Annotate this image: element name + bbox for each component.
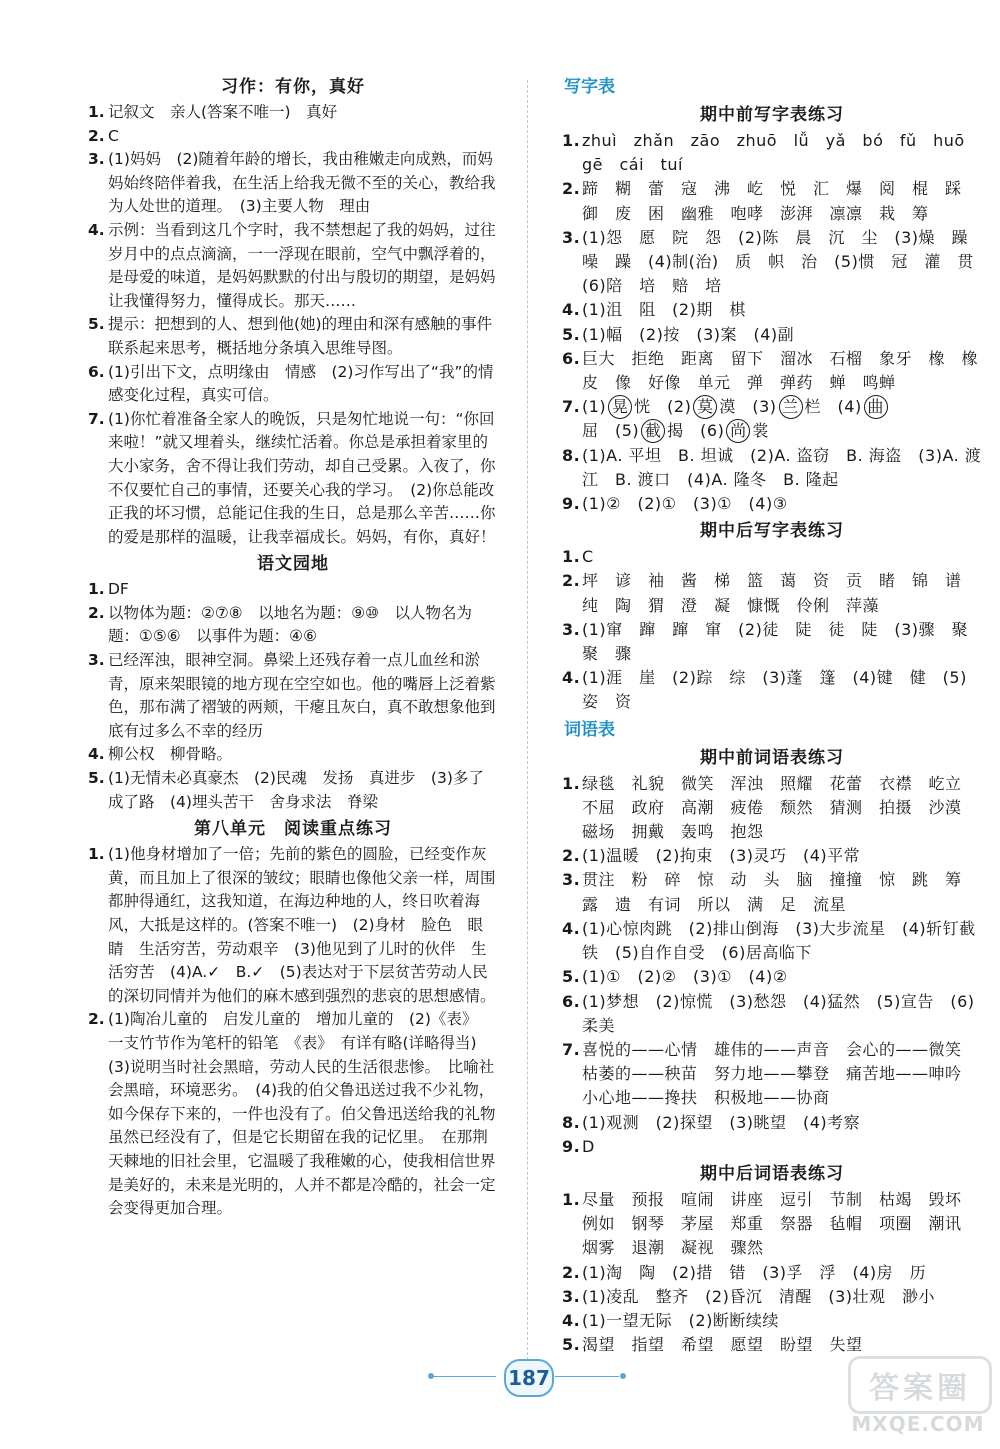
answer-item (562, 1285, 982, 1309)
answer-number: 8. (562, 1112, 581, 1132)
answer-number: 6. (562, 991, 581, 1011)
answer-number: 1. (562, 773, 581, 793)
answer-text: 示例：当看到这几个字时，我不禁想起了我的妈妈，过往岁月中的点点滴滴，一一浮现在眼前，空气中飘浮着的，是母爱的味道，是妈妈默默的付出与殷切的期望，是妈妈让我懂得努力，懂得成长。那天…… (108, 220, 496, 310)
answer-text: (1)他身材增加了一倍；先前的紫色的圆脸，已经变作灰黄，而且加上了很深的皱纹；眼睛也像他父亲一样，周围都肿得通红，这我知道，在海边种地的人，终日吹着海风，大抵是这样的。(答案不唯一) (2)身材 脸色 眼睛 生活穷苦，劳动艰辛 (3)他见到了儿时的伙伴 生活穷苦 (4)A.✓ B.✓ (5)表达对于下层贫苦劳动人民的深切同情并为他们的麻木感到强烈的悲哀的思想感情。 (108, 845, 496, 1005)
answer-item (562, 868, 982, 916)
answer-text: 渴望 指望 希望 愿望 盼望 失望 (582, 1335, 863, 1355)
answer-fragment: 揭 (6) (667, 421, 725, 441)
answer-item (562, 917, 982, 965)
answer-fragment: (1) (582, 397, 607, 417)
answer-number: 1. (562, 131, 581, 150)
answer-text: (1)引出下文，点明缘由 情感 (2)习作写出了“我”的情感变化过程，真实可信。 (108, 362, 494, 405)
answer-item (88, 767, 498, 814)
answer-number: 3. (88, 651, 105, 670)
right-column (562, 72, 991, 1357)
answer-item (562, 298, 982, 322)
answer-text: (1)① (2)② (3)① (4)② (582, 967, 788, 987)
answer-number: 4. (562, 1310, 581, 1330)
answer-text: (1)心惊肉跳 (2)排山倒海 (3)大步流星 (4)斩钉截铁 (5)自作自受 (6)居高临下 (582, 918, 976, 963)
answer-text: C (582, 547, 594, 567)
answer-text: 以物体为题：②⑦⑧ 以地名为题：⑨⑩ 以人物名为题：①⑤⑥ 以事件为题：④⑥ (108, 603, 472, 646)
left-column (88, 72, 498, 1221)
answer-item (562, 1111, 982, 1135)
answer-item (562, 444, 982, 492)
answer-fragment: 恍 (2) (634, 397, 692, 417)
answer-item (88, 649, 498, 743)
section-title-unit8-reading: 第八单元 阅读重点练习 (194, 819, 392, 840)
answer-text: D (582, 1136, 595, 1156)
answer-number: 3. (562, 227, 581, 247)
answer-number: 1. (562, 547, 581, 567)
answer-text: (1)淘 陶 (2)措 错 (3)孚 浮 (4)房 历 (582, 1262, 927, 1282)
answer-item (562, 990, 982, 1038)
answer-number: 2. (562, 179, 581, 199)
answer-number: 2. (88, 1010, 105, 1029)
watermark-text: 答案圈 (848, 1356, 992, 1414)
answer-text: (1)② (2)① (3)① (4)③ (582, 494, 788, 514)
answer-number: 3. (562, 870, 581, 890)
answer-text: (1)观测 (2)探望 (3)眺望 (4)考察 (582, 1112, 861, 1132)
answer-fragment: 漠 (3) (719, 397, 777, 417)
answer-number: 8. (562, 445, 581, 465)
answer-item (562, 772, 982, 845)
answer-item (562, 569, 982, 617)
footer-rule-left (432, 1376, 496, 1377)
answer-item (562, 395, 982, 443)
answer-item (562, 965, 982, 989)
answer-item (562, 177, 982, 225)
answer-number: 9. (562, 1136, 581, 1156)
answer-text: (1)怨 愿 院 怨 (2)陈 晨 沉 尘 (3)燥 躁 噪 躁 (4)制(治) 质 帜 治 (5)惯 冠 灌 贯 (6)陪 培 赔 培 (582, 227, 991, 296)
answer-text: 蹄 糊 蕾 寇 沸 屹 悦 汇 爆 阅 棍 踩 御 废 困 幽雅 咆哮 澎湃 凛凛 栽 筹 (582, 179, 979, 223)
answer-item (88, 125, 498, 149)
answer-text: (1)涯 崖 (2)踪 综 (3)蓬 篷 (4)键 健 (5)姿 资 (582, 668, 967, 712)
answer-item (562, 492, 982, 516)
answer-number: 3. (562, 619, 581, 639)
answer-text: (1)妈妈 (2)随着年龄的增长，我由稚嫩走向成熟，而妈妈始终陪伴着我，在生活上给我无微不至的关心，教给我为人处世的道理。 (3)主要人物 理由 (108, 150, 496, 216)
answer-item (88, 219, 498, 313)
answer-number: 7. (562, 1039, 581, 1059)
answer-text: 坪 谚 袖 酱 梯 篮 蔼 资 贡 睹 锦 谱 纯 陶 猬 澄 凝 慷慨 伶俐 萍藻 (582, 571, 979, 615)
answer-text: (1)A. 平坦 B. 坦诚 (2)A. 盗窃 B. 海盗 (3)A. 渡江 B. 渡口 (4)A. 隆冬 B. 隆起 (582, 445, 982, 489)
footer-dot (620, 1373, 626, 1379)
answer-item (562, 1261, 982, 1285)
answer-number: 1. (88, 103, 105, 121)
circled-char: 兰 (779, 395, 803, 419)
answer-item (562, 226, 991, 299)
answer-text: 巨大 拒绝 距离 留下 溜冰 石榴 象牙 橡 橡皮 像 好像 单元 弹 弹药 蝉 鸣蝉 (582, 348, 979, 393)
pre-writing-answers (562, 129, 991, 395)
circled-char: 莫 (693, 395, 717, 419)
answer-fragment: 屈 (5) (582, 421, 640, 441)
answer-item (562, 666, 982, 714)
answer-number: 5. (88, 315, 105, 334)
answer-number: 3. (88, 150, 105, 169)
pre-vocab-answers (562, 772, 982, 1159)
answer-item (88, 1008, 498, 1220)
answer-item (562, 545, 982, 569)
answer-number: 2. (562, 571, 581, 591)
category-label-vocab-table: 词语表 (564, 719, 615, 740)
answer-number: 3. (562, 1286, 581, 1306)
answer-text: (1)沮 阻 (2)期 棋 (582, 300, 746, 320)
watermark-logo (842, 1352, 992, 1442)
answer-item (88, 843, 498, 1008)
answer-text: 柳公权 柳骨略。 (108, 745, 233, 764)
answer-number: 7. (562, 397, 581, 417)
answer-number: 2. (562, 846, 581, 866)
circled-char: 截 (641, 419, 665, 443)
answer-text: 贯注 粉 碎 惊 动 头 脑 撞撞 惊 跳 筹 露 遗 有词 所以 满 足 流星 (582, 870, 979, 914)
answer-fragment: 栏 (4) (804, 397, 862, 417)
answer-item (88, 602, 498, 649)
answer-text: DF (108, 580, 129, 599)
category-label-writing-table: 写字表 (564, 77, 615, 97)
page-number: 187 (504, 1359, 554, 1397)
answer-text: 尽量 预报 喧闹 讲座 逗引 节制 枯竭 毁坏 例如 钢琴 茅屋 郑重 祭器 毡帽 项圈 潮讯 烟雾 退潮 凝视 骤然 (582, 1189, 979, 1258)
answer-number: 4. (88, 745, 105, 764)
answer-number: 4. (562, 668, 581, 688)
answer-text: (1)窜 蹿 蹿 窜 (2)徒 陡 徒 陡 (3)骤 聚 聚 骤 (582, 619, 985, 664)
watermark-url: MXQE.COM (851, 1412, 985, 1436)
answer-item (562, 1188, 982, 1261)
pre-writing-answers-cont (562, 444, 982, 517)
composition-answers (88, 101, 498, 549)
answer-number: 5. (562, 1335, 581, 1355)
answer-number: 5. (88, 769, 105, 788)
answer-text: (1)无情未必真豪杰 (2)民魂 发扬 真进步 (3)多了 成了路 (4)埋头苦干 舍身求法 脊梁 (108, 769, 500, 811)
answer-item (562, 618, 985, 666)
answer-item (88, 148, 498, 219)
answer-item (562, 844, 982, 868)
answer-text: 绿毯 礼貌 微笑 浑浊 照耀 花蕾 衣襟 屹立 不屈 政府 高潮 疲倦 颓然 猜测 拍摄 沙漠 磁场 拥戴 轰鸣 抱怨 (582, 773, 979, 842)
answer-text: (1)陶冶儿童的 启发儿童的 增加儿童的 (2)《表》 一支竹节作为笔杆的铅笔 《表》 有详有略(详略得当) (3)说明当时社会黑暗，劳动人民的生活很悲惨。 比喻社会黑暗，环境恶劣。 (4)我的伯父鲁迅送过我不少礼物，如今保存下来的，一件也没有了。伯父鲁迅送给我的礼物虽然已经没有了，但是它长期留在我的记忆里。 在那荆天棘地的旧社会里，它温暖了我稚嫩的心，使我相信世界是美好的，未来是光明的，人并不都是冷酷的，社会一定会变得更加合理。 (108, 1010, 496, 1218)
answer-text: (1)凌乱 整齐 (2)昏沉 清醒 (3)壮观 渺小 (582, 1286, 935, 1306)
section-title-composition: 习作：有你，真好 (221, 77, 365, 97)
answer-number: 6. (562, 348, 581, 368)
answer-item (88, 313, 498, 360)
answer-item (562, 129, 982, 177)
answer-text: C (108, 126, 119, 145)
answer-item (88, 101, 498, 125)
answer-number: 4. (562, 300, 581, 320)
answer-number: 1. (88, 845, 105, 864)
answer-item (562, 347, 982, 395)
answer-item (88, 578, 498, 602)
answer-text: (1)幅 (2)按 (3)案 (4)副 (582, 324, 795, 344)
answer-text: 记叙文 亲人(答案不唯一) 真好 (108, 103, 338, 121)
post-vocab-answers (562, 1188, 982, 1357)
answer-text (582, 395, 982, 443)
circled-char: 曲 (864, 395, 888, 419)
answer-number: 7. (88, 409, 105, 428)
footer-dot (428, 1373, 434, 1379)
answer-number: 2. (88, 603, 105, 622)
answer-number: 9. (562, 494, 581, 514)
section-title-midterm-pre-vocab: 期中前词语表练习 (700, 747, 844, 768)
answer-text: 提示：把想到的人、想到他(她)的理由和深有感触的事件联系起来思考，概括地分条填入思维导图。 (108, 315, 493, 357)
answer-number: 2. (562, 1262, 581, 1282)
answer-text: (1)你忙着准备全家人的晚饭，只是匆忙地说一句：“你回来啦！”就又埋着头，继续忙活着。你总是承担着家里的大小家务，舍不得让我们劳动，却自己受累。入夜了，你不仅要忙自己的事情，还要关心我的学习。 (2)你总能改正我的坏习惯，总能记住我的生日，总是那么辛苦……你的爱是那样的温暖，让我幸福成长。妈妈，有你，真好！ (108, 409, 496, 546)
answer-number: 5. (562, 324, 581, 344)
answer-item (562, 323, 982, 347)
answer-text: (1)一望无际 (2)断断续续 (582, 1310, 779, 1330)
answer-number: 5. (562, 967, 581, 987)
section-title-language-garden: 语文园地 (257, 554, 329, 575)
answer-item (88, 408, 498, 550)
answer-number: 6. (88, 362, 105, 381)
language-garden-answers (88, 578, 498, 814)
answer-text: (1)梦想 (2)惊慌 (3)愁怨 (4)猛然 (5)宣告 (6)柔美 (582, 991, 975, 1035)
answer-number: 4. (88, 220, 105, 239)
circled-char: 尚 (726, 419, 750, 443)
answer-fragment: 裳 (752, 421, 769, 441)
section-title-midterm-post-writing: 期中后写字表练习 (700, 521, 844, 542)
answer-item (562, 1135, 982, 1159)
unit8-reading-answers (88, 843, 498, 1221)
answer-text: (1)温暖 (2)拘束 (3)灵巧 (4)平常 (582, 846, 861, 866)
column-divider (527, 80, 528, 1380)
answer-number: 1. (88, 580, 105, 599)
answer-number: 2. (88, 126, 105, 145)
circled-char: 晃 (608, 395, 632, 419)
section-title-midterm-pre-writing: 期中前写字表练习 (700, 105, 844, 125)
answer-text: 喜悦的——心情 雄伟的——声音 会心的——微笑 枯萎的——秧苗 努力地——攀登 痛苦地——呻吟 小心地——搀扶 积极地——协商 (582, 1039, 979, 1108)
answer-item (562, 1038, 982, 1111)
section-title-midterm-post-vocab: 期中后词语表练习 (700, 1163, 844, 1184)
post-writing-answers (562, 545, 985, 714)
answer-item (562, 1309, 982, 1333)
answer-text: 已经浑浊，眼神空洞。鼻梁上还残存着一点儿血丝和淤青，原来架眼镜的地方现在空空如也。他的嘴唇上泛着紫色，那布满了褶皱的两颊，干瘪且灰白，真不敢想象他到底有过多么不幸的经历 (108, 651, 496, 740)
answer-number: 4. (562, 918, 581, 938)
answer-item (88, 743, 498, 767)
footer-rule-right (555, 1376, 619, 1377)
answer-number: 1. (562, 1189, 581, 1209)
answer-item (88, 361, 498, 408)
answer-text: zhuì zhǎn zāo zhuō lǚ yǎ bó fǔ huō gē cái tuí (582, 131, 982, 175)
